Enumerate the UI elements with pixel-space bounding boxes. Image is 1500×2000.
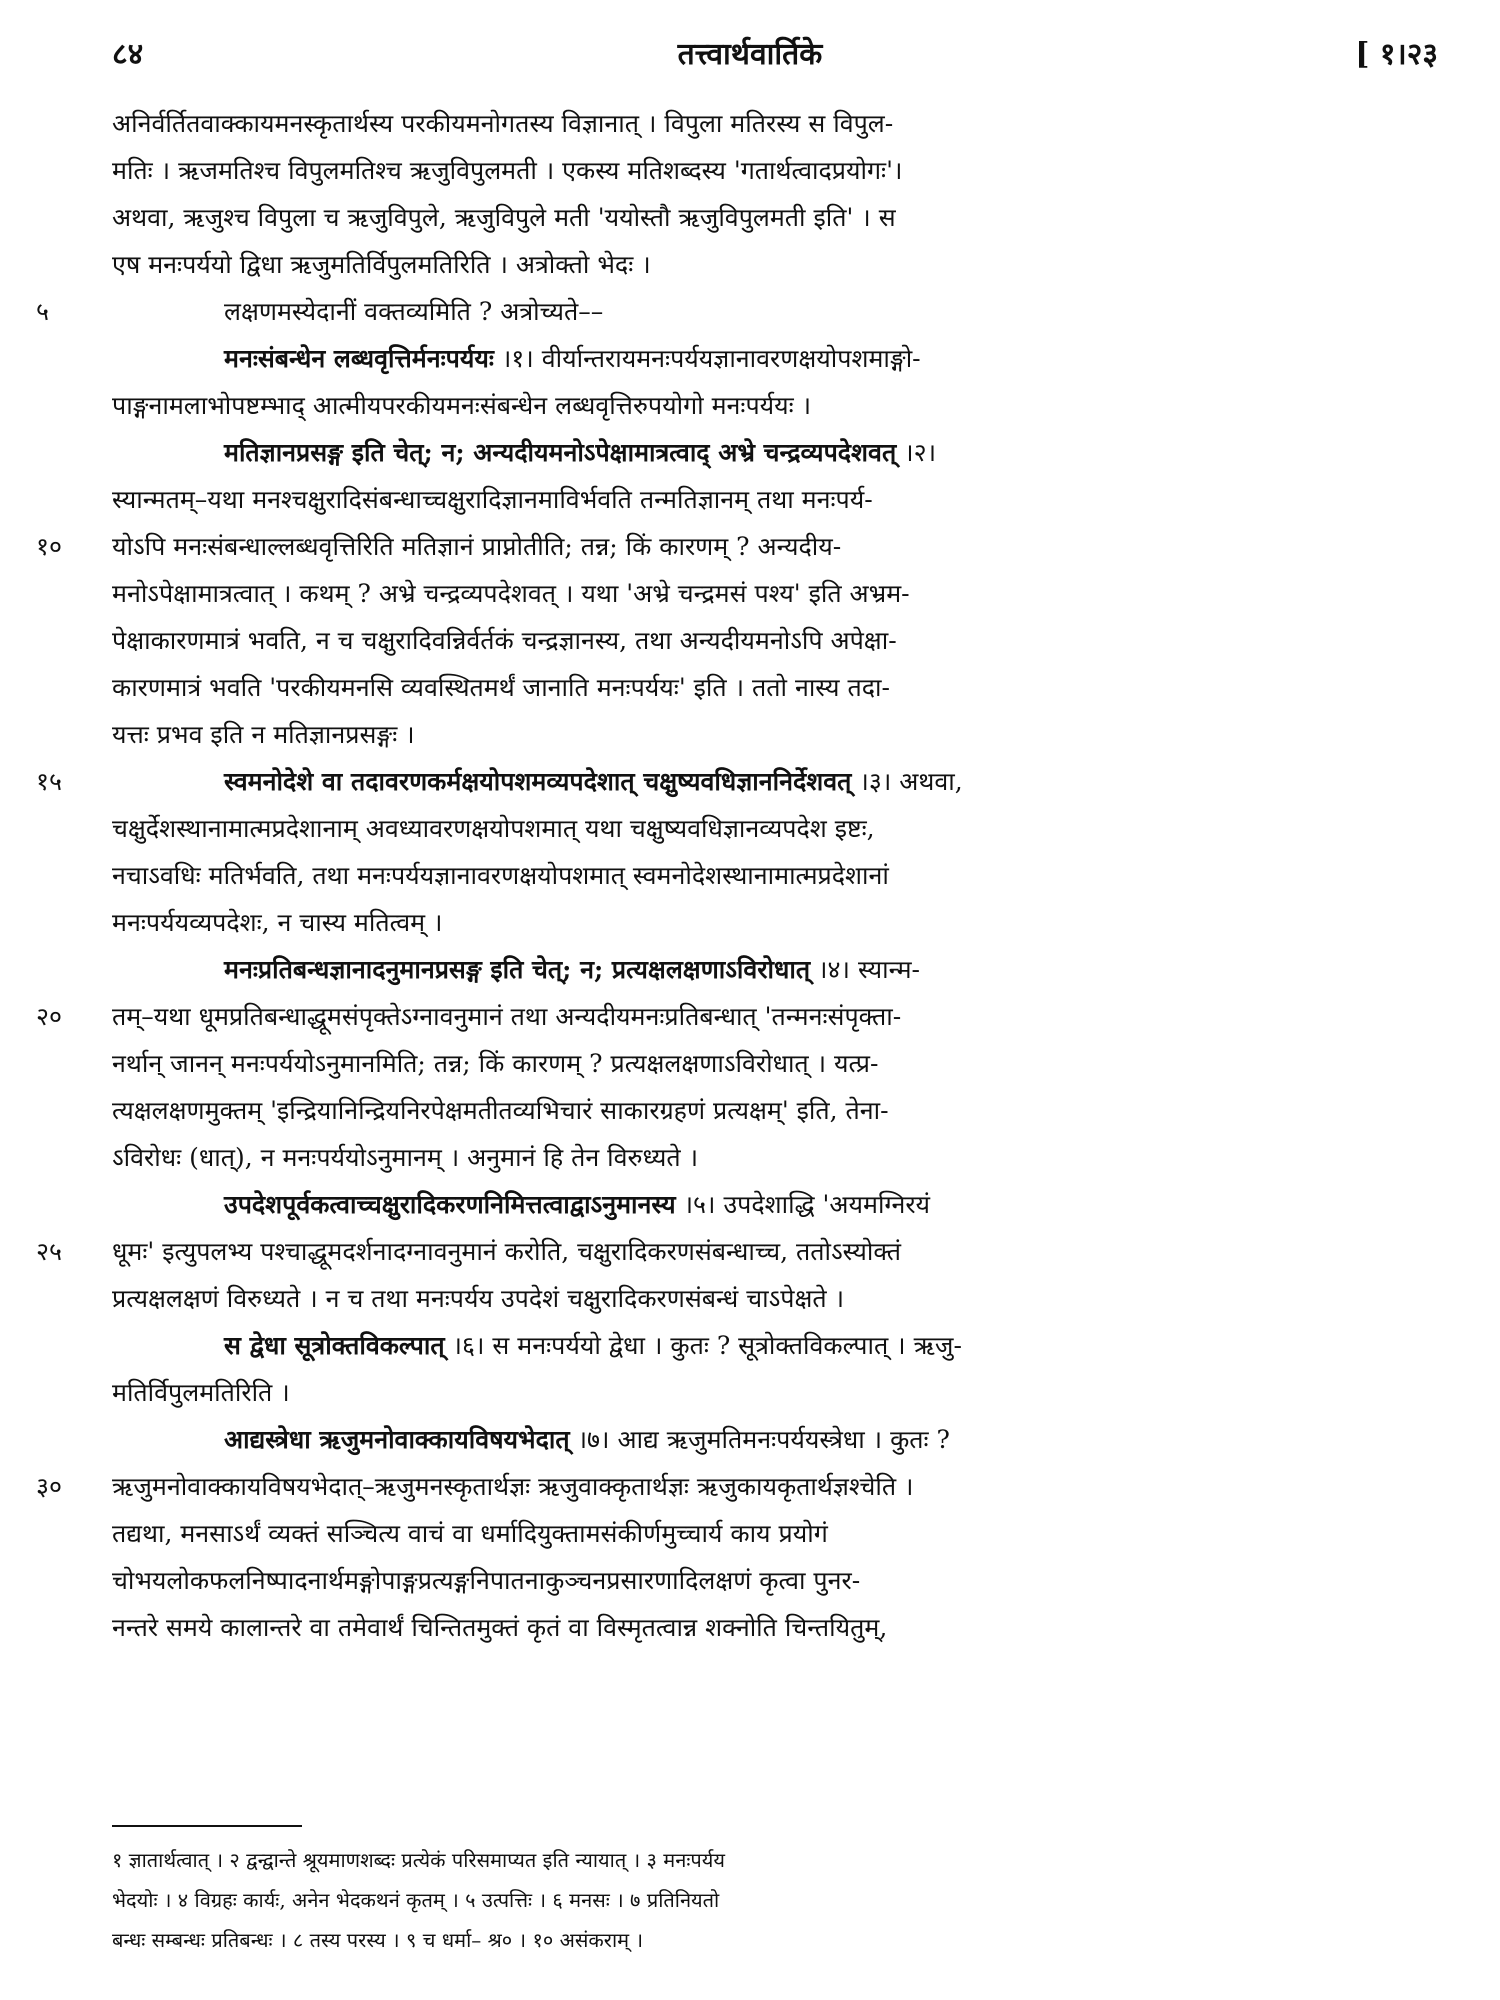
text-line — [36, 523, 1432, 570]
sutra-text: मनःप्रतिबन्धज्ञानादनुमानप्रसङ्ग इति चेत्; न; प्रत्यक्षलक्षणाऽविरोधात् — [224, 955, 811, 984]
text-line — [112, 476, 1432, 523]
text-line — [112, 429, 1432, 476]
commentary-text: योऽपि मनःसंबन्धाल्लब्धवृत्तिरिति मतिज्ञानं प्राप्नोतीति; तन्न; किं कारणम् ? अन्यदीय- — [112, 532, 842, 561]
footnote-line: भेदयोः । ४ विग्रहः कार्यः, अनेन भेदकथनं कृतम् । ५ उत्पत्तिः । ६ मनसः । ७ प्रतिनियतो — [112, 1888, 720, 1912]
text-line — [36, 1463, 1432, 1510]
commentary-text: ऋजुमनोवाक्कायविषयभेदात्–ऋजुमनस्कृतार्थज्ञः ऋजुवाक्कृतार्थज्ञः ऋजुकायकृतार्थज्ञश्चेति । — [112, 1472, 914, 1501]
sutra-text: आद्यस्त्रेधा ऋजुमनोवाक्कायविषयभेदात् — [224, 1425, 570, 1454]
commentary-text: ।६। स मनःपर्ययो द्वेधा । कुतः ? सूत्रोक्तविकल्पात् । ऋजु- — [444, 1331, 962, 1360]
commentary-text: मतिर्विपुलमतिरिति । — [112, 1378, 290, 1407]
footnote-divider — [112, 1825, 302, 1827]
page-number: ८४ — [112, 37, 144, 72]
text-line — [112, 1416, 1432, 1463]
section-reference: [ १।२३ — [1355, 37, 1438, 72]
commentary-text: ।१। वीर्यान्तरायमनःपर्ययज्ञानावरणक्षयोपशमाङ्गो- — [493, 344, 921, 373]
text-line — [112, 664, 1432, 711]
footnotes — [112, 1840, 1432, 1960]
line-number: ३० — [36, 1472, 63, 1501]
sutra-text: स द्वेधा सूत्रोक्तविकल्पात् — [224, 1331, 445, 1360]
commentary-text: धूमः' इत्युपलभ्य पश्चाद्धूमदर्शनादग्नावनुमानं करोति, चक्षुरादिकरणसंबन्धाच्च, ततोऽस्योक्तं — [112, 1237, 902, 1266]
line-number: १५ — [36, 767, 63, 796]
text-line — [112, 570, 1432, 617]
commentary-text: प्रत्यक्षलक्षणं विरुध्यते । न च तथा मनःपर्यय उपदेशं चक्षुरादिकरणसंबन्धं चाऽपेक्षते । — [112, 1284, 845, 1313]
commentary-text: कारणमात्रं भवति 'परकीयमनसि व्यवस्थितमर्थं जानाति मनःपर्ययः' इति । ततो नास्य तदा- — [112, 673, 890, 702]
commentary-text: तम्–यथा धूमप्रतिबन्धाद्धूमसंपृक्तेऽग्नावनुमानं तथा अन्यदीयमनःप्रतिबन्धात् 'तन्मनःसंपृक्ता- — [112, 1002, 902, 1031]
line-number: ५ — [36, 297, 50, 326]
text-line — [112, 1134, 1432, 1181]
text-line — [112, 100, 1432, 147]
text-line — [112, 1557, 1432, 1604]
commentary-text: पाङ्गनामलाभोपष्टम्भाद् आत्मीयपरकीयमनःसंबन्धेन लब्धवृत्तिरुपयोगो मनःपर्ययः । — [112, 391, 812, 420]
line-number: २५ — [36, 1237, 63, 1266]
commentary-text: चोभयलोकफलनिष्पादनार्थमङ्गोपाङ्गप्रत्यङ्गनिपातनाकुञ्चनप्रसारणादिलक्षणं कृत्वा पुनर- — [112, 1566, 861, 1595]
commentary-text: लक्षणमस्येदानीं वक्तव्यमिति ? अत्रोच्यते–– — [224, 297, 604, 326]
text-line — [112, 1040, 1432, 1087]
text-line — [112, 1275, 1432, 1322]
text-line — [112, 617, 1432, 664]
commentary-text: मनोऽपेक्षामात्रत्वात् । कथम् ? अभ्रे चन्द्रव्यपदेशवत् । यथा 'अभ्रे चन्द्रमसं पश्य' इति अभ्रम- — [112, 579, 910, 608]
commentary-text: अनिर्वर्तितवाक्कायमनस्कृतार्थस्य परकीयमनोगतस्य विज्ञानात् । विपुला मतिरस्य स विपुल- — [112, 109, 894, 138]
text-line — [112, 1087, 1432, 1134]
commentary-text: पेक्षाकारणमात्रं भवति, न च चक्षुरादिवन्निर्वर्तकं चन्द्रज्ञानस्य, तथा अन्यदीयमनोऽपि अपेक्षा- — [112, 626, 897, 655]
sutra-text: स्वमनोदेशे वा तदावरणकर्मक्षयोपशमव्यपदेशात् चक्षुष्यवधिज्ञाननिर्देशवत् — [224, 767, 852, 796]
text-line — [112, 946, 1432, 993]
commentary-text: ।२। — [896, 438, 937, 467]
text-line — [112, 241, 1432, 288]
commentary-text: ।७। आद्य ऋजुमतिमनःपर्ययस्त्रेधा । कुतः ? — [569, 1425, 950, 1454]
line-number: १० — [36, 532, 63, 561]
main-text — [36, 100, 1432, 1651]
sutra-text: उपदेशपूर्वकत्वाच्चक्षुरादिकरणनिमित्तत्वाद्वाऽनुमानस्य — [224, 1190, 676, 1219]
commentary-text: ।५। उपदेशाद्धि 'अयमग्निरयं — [675, 1190, 931, 1219]
text-line — [112, 147, 1432, 194]
commentary-text: नचाऽवधिः मतिर्भवति, तथा मनःपर्ययज्ञानावरणक्षयोपशमात् स्वमनोदेशस्थानामात्मप्रदेशानां — [112, 861, 889, 890]
page-header — [0, 32, 1500, 82]
text-line — [112, 194, 1432, 241]
text-line — [112, 805, 1432, 852]
commentary-text: अथवा, ऋजुश्च विपुला च ऋजुविपुले, ऋजुविपुले मती 'ययोस्तौ ऋजुविपुलमती इति' । स — [112, 203, 896, 232]
commentary-text: स्यान्मतम्–यथा मनश्चक्षुरादिसंबन्धाच्चक्षुरादिज्ञानमाविर्भवति तन्मतिज्ञानम् तथा मनःपर्य- — [112, 485, 873, 514]
text-line — [112, 1181, 1432, 1228]
commentary-text: तद्यथा, मनसाऽर्थं व्यक्तं सञ्चित्य वाचं वा धर्मादियुक्तामसंकीर्णमुच्चार्य काय प्रयोगं — [112, 1519, 828, 1548]
text-line — [36, 288, 1432, 335]
commentary-text: मतिः । ऋजमतिश्च विपुलमतिश्च ऋजुविपुलमती । एकस्य मतिशब्दस्य 'गतार्थत्वादप्रयोगः'। — [112, 156, 903, 185]
line-number: २० — [36, 1002, 63, 1031]
text-line — [36, 758, 1432, 805]
commentary-text: नन्तरे समये कालान्तरे वा तमेवार्थं चिन्तितमुक्तं कृतं वा विस्मृतत्वान्न शक्नोति चिन्तयितुम्, — [112, 1613, 888, 1642]
commentary-text: नर्थान् जानन् मनःपर्ययोऽनुमानमिति; तन्न; किं कारणम् ? प्रत्यक्षलक्षणाऽविरोधात् । यत्प्र- — [112, 1049, 879, 1078]
commentary-text: एष मनःपर्ययो द्विधा ऋजुमतिर्विपुलमतिरिति । अत्रोक्तो भेदः । — [112, 250, 651, 279]
commentary-text: चक्षुर्देशस्थानामात्मप्रदेशानाम् अवध्यावरणक्षयोपशमात् यथा चक्षुष्यवधिज्ञानव्यपदेश इष्टः, — [112, 814, 875, 843]
sutra-text: मतिज्ञानप्रसङ्ग इति चेत्; न; अन्यदीयमनोऽपेक्षामात्रत्वाद् अभ्रे चन्द्रव्यपदेशवत् — [224, 438, 897, 467]
text-line — [112, 899, 1432, 946]
running-title: तत्त्वार्थवार्तिके — [677, 37, 823, 72]
footnote-line: बन्धः सम्बन्धः प्रतिबन्धः । ८ तस्य परस्य । ९ च धर्मा– श्र० । १० असंकराम् । — [112, 1928, 644, 1952]
footnote-line: १ ज्ञातार्थत्वात् । २ द्वन्द्वान्ते श्रूयमाणशब्दः प्रत्येकं परिसमाप्यत इति न्यायात् । ३ मनःपर्यय — [112, 1848, 725, 1872]
commentary-text: ऽविरोधः (धात्), न मनःपर्ययोऽनुमानम् । अनुमानं हि तेन विरुध्यते । — [112, 1143, 699, 1172]
text-line — [36, 1228, 1432, 1275]
commentary-text: ।४। स्यान्म- — [810, 955, 921, 984]
text-line — [112, 1510, 1432, 1557]
text-line — [112, 711, 1432, 758]
text-line — [112, 382, 1432, 429]
text-line — [112, 335, 1432, 382]
text-line — [36, 993, 1432, 1040]
commentary-text: यत्तः प्रभव इति न मतिज्ञानप्रसङ्गः । — [112, 720, 415, 749]
text-line — [112, 1369, 1432, 1416]
commentary-text: ।३। अथवा, — [851, 767, 963, 796]
text-line — [112, 852, 1432, 899]
commentary-text: त्यक्षलक्षणमुक्तम् 'इन्द्रियानिन्द्रियनिरपेक्षमतीतव्यभिचारं साकारग्रहणं प्रत्यक्षम्' इति, तेना- — [112, 1096, 889, 1125]
text-line — [112, 1604, 1432, 1651]
commentary-text: मनःपर्ययव्यपदेशः, न चास्य मतित्वम् । — [112, 908, 443, 937]
sutra-text: मनःसंबन्धेन लब्धवृत्तिर्मनःपर्ययः — [224, 344, 494, 373]
text-line — [112, 1322, 1432, 1369]
